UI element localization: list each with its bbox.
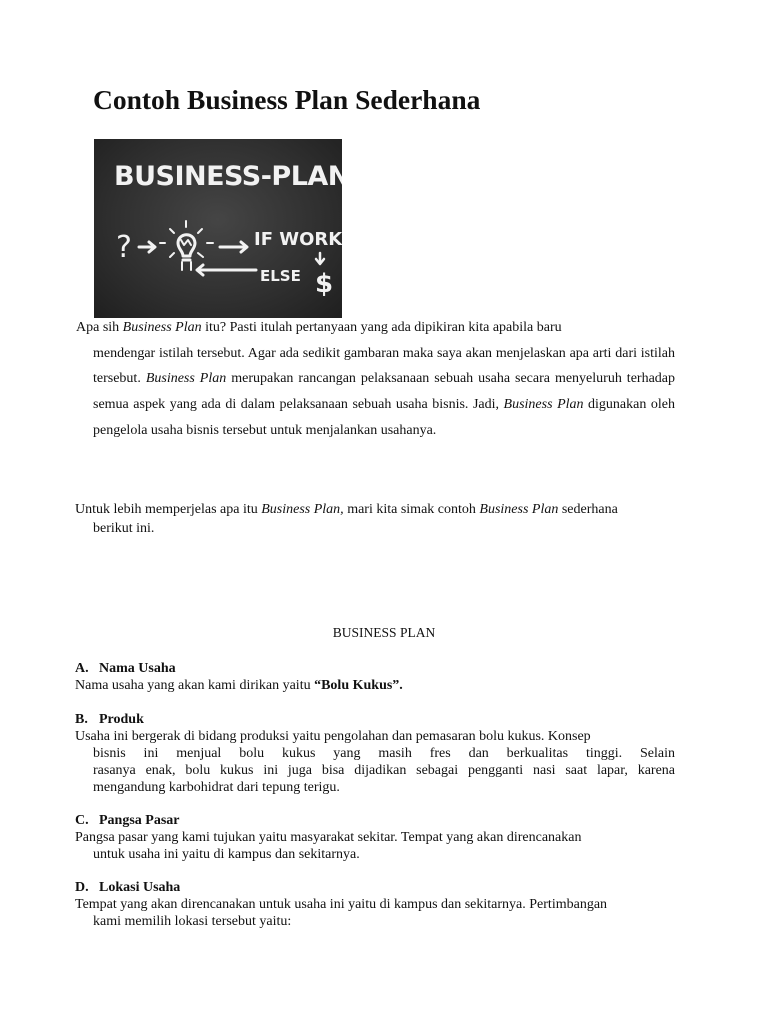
section-d xyxy=(75,879,675,930)
intro-text-d: merupakan rancangan pelaksanaan sebuah usaha secara menyeluruh terhadap semua aspek yang ada di dalam pelaksanaan sebuah usaha bisnis. Jadi, xyxy=(93,371,675,413)
intro-em-business-plan-2: Business Plan xyxy=(145,371,227,387)
section-a-business-name: “Bolu Kukus”. xyxy=(314,678,403,693)
section-c-line1: Pangsa pasar yang kami tujukan yaitu masyarakat sekitar. Tempat yang akan direncanakan xyxy=(75,830,582,845)
chalk-dollar: $ xyxy=(315,269,334,299)
intro-text-a: Apa sih xyxy=(76,320,123,335)
chalk-question-mark: ? xyxy=(116,230,132,265)
intro-text-e: digunakan oleh pengelola usaha bisnis tersebut untuk menjalankan usahanya. xyxy=(93,397,675,438)
section-a-number: A. xyxy=(75,661,89,676)
para2-em-1: Business Plan, xyxy=(261,502,344,517)
section-b-line1: Usaha ini bergerak di bidang produksi yaitu pengolahan dan pemasaran bolu kukus. Konsep xyxy=(75,729,591,744)
para2-text-c: sederhana xyxy=(558,502,618,517)
section-d-line2: kami memilih lokasi tersebut yaitu: xyxy=(93,914,292,929)
section-a xyxy=(75,660,675,694)
chalkboard-drawing xyxy=(94,139,342,318)
section-d-heading xyxy=(75,879,675,896)
section-c-line2: untuk usaha ini yaitu di kampus dan sekitarnya. xyxy=(93,847,360,862)
section-d-line1: Tempat yang akan direncanakan untuk usaha ini yaitu di kampus dan sekitarnya. Pertimbangan xyxy=(75,897,608,912)
section-b-line2: bisnis ini menjual bolu kukus yang masih fres dan berkualitas tinggi. Selain xyxy=(93,746,675,761)
section-d-number: D. xyxy=(75,880,89,895)
section-c-heading xyxy=(75,812,675,829)
business-plan-chalkboard-image xyxy=(94,139,342,318)
intro-em-business-plan-3: Business Plan xyxy=(503,397,584,413)
section-b-line3: rasanya enak, bolu kukus ini juga bisa dijadikan sebagai pengganti nasi saat lapar, karena xyxy=(93,763,675,778)
chalk-heading: BUSINESS-PLAN xyxy=(114,161,342,192)
section-a-title: Nama Usaha xyxy=(99,661,176,676)
section-b-title: Produk xyxy=(99,712,144,727)
section-a-text: Nama usaha yang akan kami dirikan yaitu xyxy=(75,678,315,693)
intro-paragraph xyxy=(75,315,675,444)
section-b-number: B. xyxy=(75,712,88,727)
chalk-else: ELSE xyxy=(260,267,301,285)
intro-text-b: itu? Pasti itulah pertanyaan yang ada dipikiran kita apabila baru xyxy=(201,320,562,335)
page-title: Contoh Business Plan Sederhana xyxy=(93,84,481,115)
para2-text-a: Untuk lebih memperjelas apa itu xyxy=(75,502,262,517)
chalk-if-work: IF WORK xyxy=(254,229,342,250)
section-b-heading xyxy=(75,711,675,728)
para2-text-b: mari kita simak contoh xyxy=(343,502,480,517)
para2-text-d: berikut ini. xyxy=(93,520,155,536)
section-b-line4: mengandung karbohidrat dari tepung terigu. xyxy=(93,780,340,795)
clarify-paragraph xyxy=(75,501,675,538)
intro-em-business-plan: Business Plan xyxy=(122,320,202,335)
section-c xyxy=(75,812,675,863)
intro-line1 xyxy=(76,320,562,335)
section-a-heading xyxy=(75,660,675,677)
section-title: BUSINESS PLAN xyxy=(332,625,436,640)
section-c-number: C. xyxy=(75,813,89,828)
section-d-title: Lokasi Usaha xyxy=(99,880,181,895)
para2-em-2: Business Plan xyxy=(479,502,559,517)
section-b xyxy=(75,711,675,796)
intro-continuation xyxy=(75,341,675,444)
section-c-title: Pangsa Pasar xyxy=(99,813,180,828)
intro-text-c: mendengar istilah tersebut. Agar ada sedikit gambaran maka saya akan menjelaskan apa arti dari istilah tersebut. xyxy=(93,345,675,387)
section-a-body xyxy=(75,677,675,694)
